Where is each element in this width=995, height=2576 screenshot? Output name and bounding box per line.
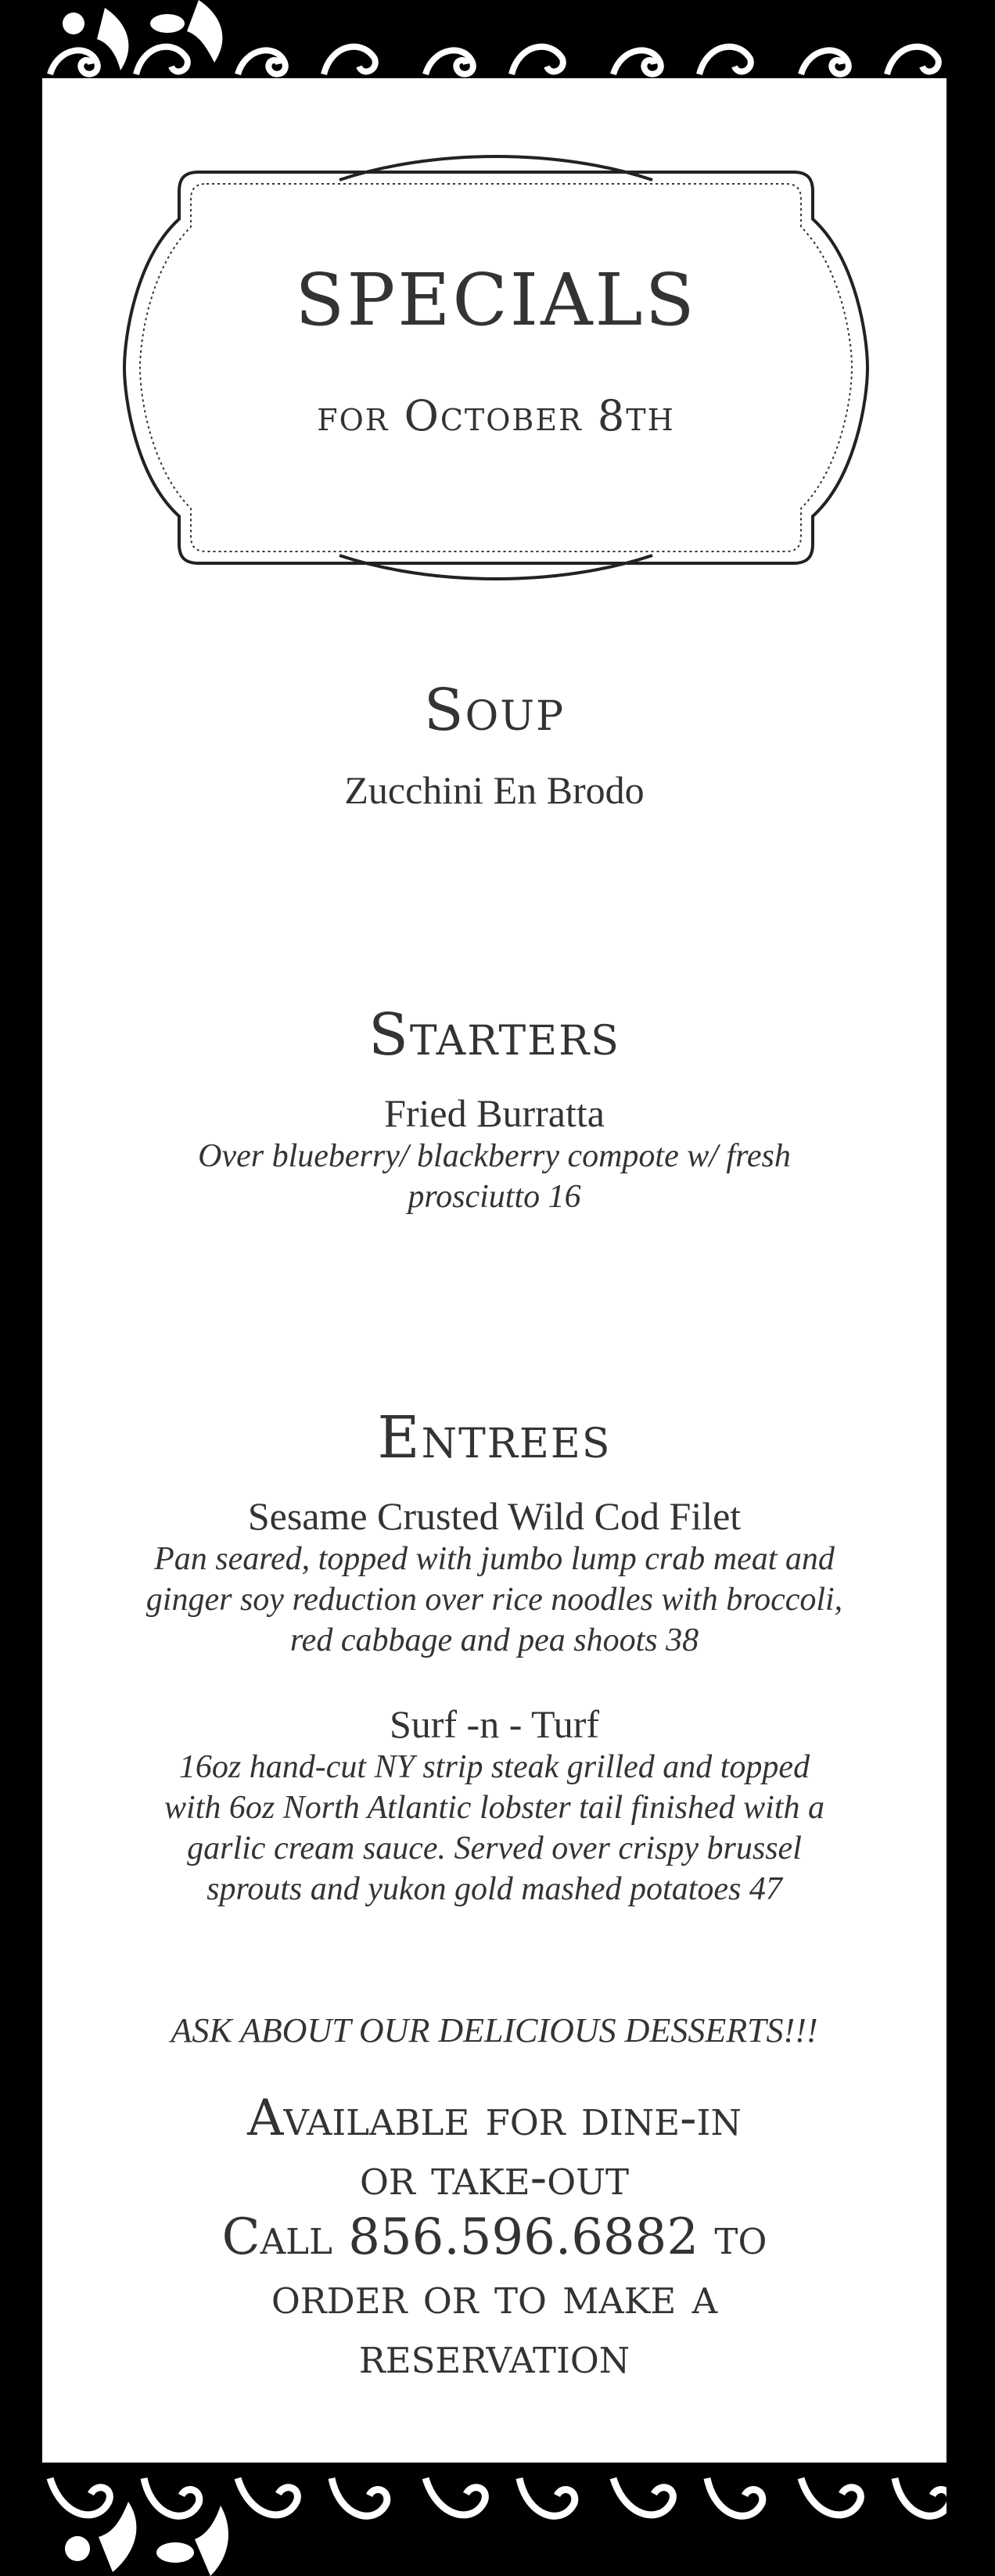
desserts-note: ASK ABOUT OUR DELICIOUS DESSERTS!!! [171, 2011, 818, 2050]
entree-item-desc-line: with 6oz North Atlantic lobster tail finished with a [164, 1790, 824, 1826]
damask-pattern-icon [42, 0, 947, 78]
entrees-heading: Entrees [377, 1404, 612, 1471]
footer-line: order or to make a [271, 2268, 718, 2326]
entree-item-name: Sesame Crusted Wild Cod Filet [247, 1494, 742, 1538]
starters-item-desc-line: prosciutto 16 [408, 1179, 581, 1215]
damask-pattern-icon [42, 2463, 947, 2576]
specials-date: for October 8th [317, 391, 675, 440]
starters-item-name: Fried Burratta [384, 1091, 605, 1135]
entrees-section [42, 1404, 947, 1910]
entree-item-desc-line: 16oz hand-cut NY strip steak grilled and topped [178, 1749, 810, 1785]
footer-line: reservation [358, 2327, 630, 2385]
soup-heading: Soup [423, 677, 566, 744]
starters-item-desc-line: Over blueberry/ blackberry compote w/ fresh [198, 1138, 791, 1174]
footer-phone-line: Call 856.596.6882 to [221, 2208, 767, 2266]
title-frame [105, 102, 887, 634]
footer-section [42, 2089, 947, 2386]
entree-item-desc-line: Pan seared, topped with jumbo lump crab meat and [154, 1541, 835, 1577]
ornamental-frame-icon [105, 102, 887, 634]
entree-item-desc-line: ginger soy reduction over rice noodles with broccoli, [145, 1582, 843, 1618]
footer-line: or take-out [359, 2149, 630, 2207]
damask-border-bottom [42, 2463, 947, 2576]
damask-border-top [42, 0, 947, 78]
starters-heading: Starters [368, 1001, 620, 1069]
entree-item-desc-line: sprouts and yukon gold mashed potatoes 47 [207, 1871, 782, 1907]
starters-section [42, 1001, 947, 1217]
footer-line: Available for dine-in [247, 2089, 742, 2147]
specials-title: SPECIALS [295, 258, 697, 342]
entree-item-desc-line: red cabbage and pea shoots 38 [289, 1622, 699, 1658]
desserts-note-section [42, 2010, 947, 2050]
menu-panel [42, 78, 947, 2463]
entree-item-desc-line: garlic cream sauce. Served over crispy brussel [187, 1831, 802, 1866]
soup-section [42, 677, 947, 813]
soup-item-name: Zucchini En Brodo [344, 768, 645, 812]
entree-item-name: Surf -n - Turf [389, 1702, 600, 1746]
